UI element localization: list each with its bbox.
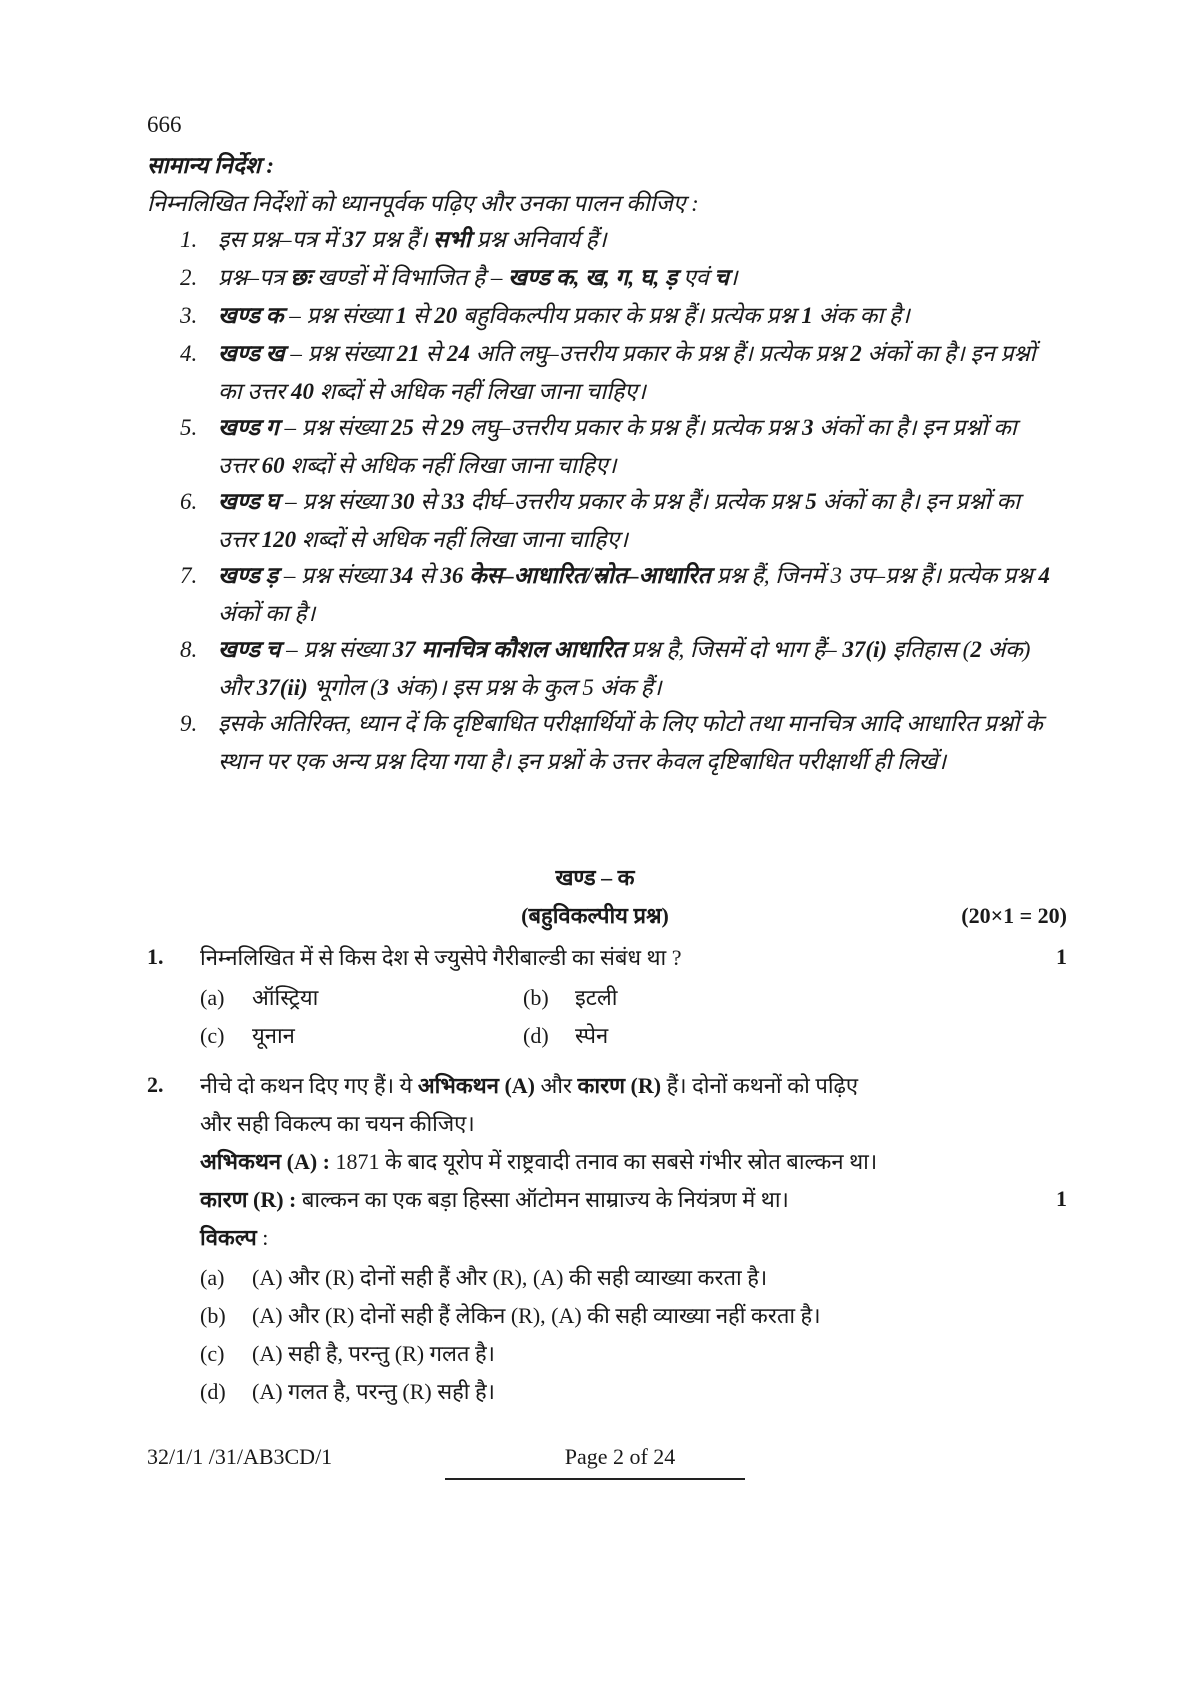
instruction-text: खण्ड च – प्रश्न संख्या 37 मानचित्र कौशल आधारित प्रश्न है, जिसमें दो भाग हैं– 37(i) इतिहास (2 अंक) और 37(ii) भूगोल (3 अंक)। इस प्रश्न के कुल 5 अंक हैं।: [218, 637, 1031, 700]
options-label: विकल्प: [200, 1225, 257, 1250]
instruction-text: इस प्रश्न–पत्र में 37 प्रश्न हैं। सभी प्रश्न अनिवार्य हैं।: [218, 227, 607, 252]
option-label: (a): [200, 1265, 225, 1290]
instruction-text: खण्ड ग – प्रश्न संख्या 25 से 29 लघु–उत्तरीय प्रकार के प्रश्न हैं। प्रत्येक प्रश्न 3 अंकों का है। इन प्रश्नों का उत्तर 60 शब्दों से अधिक नहीं लिखा जाना चाहिए।: [218, 415, 1017, 478]
question-marks: 1: [1056, 1186, 1067, 1211]
question-number: 2.: [147, 1072, 164, 1097]
section-title: खण्ड – क: [555, 865, 635, 890]
instruction-item: [180, 297, 1060, 335]
instruction-text: प्रश्न–पत्र छः खण्डों में विभाजित है – खण्ड क, ख, ग, घ, ड़ एवं च।: [218, 265, 738, 290]
option-label: (d): [200, 1379, 226, 1404]
option-d[interactable]: [523, 1020, 608, 1050]
option-b[interactable]: [200, 1300, 821, 1330]
instruction-text: खण्ड ड़ – प्रश्न संख्या 34 से 36 केस–आधारित/स्रोत–आधारित प्रश्न हैं, जिनमें 3 उप–प्रश्न हैं। प्रत्येक प्रश्न 4 अंकों का है।: [218, 563, 1050, 626]
question-marks: 1: [1056, 944, 1067, 969]
option-label: (d): [523, 1023, 549, 1048]
question-number: 1.: [147, 944, 164, 969]
instruction-number: 2.: [180, 265, 198, 290]
option-text: (A) सही है, परन्तु (R) गलत है।: [252, 1341, 495, 1366]
option-c[interactable]: [200, 1338, 495, 1368]
option-text: (A) और (R) दोनों सही हैं और (R), (A) की सही व्याख्या करता है।: [252, 1265, 768, 1290]
instruction-text: खण्ड घ – प्रश्न संख्या 30 से 33 दीर्घ–उत्तरीय प्रकार के प्रश्न हैं। प्रत्येक प्रश्न 5 अंकों का है। इन प्रश्नों का उत्तर 120 शब्दों से अधिक नहीं लिखा जाना चाहिए।: [218, 489, 1020, 552]
assertion: [200, 1146, 877, 1176]
general-instructions-title: सामान्य निर्देश :: [147, 153, 275, 178]
instruction-number: 6.: [180, 489, 198, 514]
assertion-label: अभिकथन (A) :: [200, 1149, 331, 1174]
instruction-number: 5.: [180, 415, 198, 440]
instruction-item: [180, 335, 1060, 411]
instruction-number: 3.: [180, 303, 198, 328]
page-indicator: Page 2 of 24: [564, 1444, 676, 1469]
option-text: इटली: [575, 985, 618, 1010]
instruction-item: [180, 483, 1060, 559]
instruction-item: [180, 259, 1060, 297]
instruction-number: 8.: [180, 637, 198, 662]
options-heading: [200, 1222, 268, 1252]
option-d[interactable]: [200, 1376, 495, 1406]
option-b[interactable]: [523, 982, 618, 1012]
instruction-item: [180, 221, 1060, 259]
section-marks: (20×1 = 20): [961, 903, 1067, 928]
reason-text: बाल्कन का एक बड़ा हिस्सा ऑटोमन साम्राज्य के नियंत्रण में था।: [296, 1187, 789, 1212]
option-label: (b): [523, 985, 549, 1010]
option-text: (A) और (R) दोनों सही हैं लेकिन (R), (A) की सही व्याख्या नहीं करता है।: [252, 1303, 821, 1328]
reason-label: कारण (R) :: [200, 1187, 297, 1212]
question-text-line2: और सही विकल्प का चयन कीजिए।: [200, 1111, 475, 1136]
instruction-number: 7.: [180, 563, 198, 588]
instruction-number: 4.: [180, 341, 198, 366]
option-text: (A) गलत है, परन्तु (R) सही है।: [252, 1379, 495, 1404]
instruction-item: [180, 409, 1060, 485]
option-a[interactable]: [200, 982, 318, 1012]
instruction-item: [180, 557, 1060, 633]
instruction-text: इसके अतिरिक्त, ध्यान दें कि दृष्टिबाधित परीक्षार्थियों के लिए फोटो तथा मानचित्र आदि आधारित प्रश्नों के स्थान पर एक अन्य प्रश्न दिया गया है। इन प्रश्नों के उत्तर केवल दृष्टिबाधित परीक्षार्थी ही लिखें।: [218, 711, 1043, 774]
question-text: निम्नलिखित में से किस देश से ज्युसेपे गैरीबाल्डी का संबंध था ?: [200, 945, 682, 970]
section-subtitle: (बहुविकल्पीय प्रश्न): [521, 903, 669, 928]
option-a[interactable]: [200, 1262, 767, 1292]
options-colon: :: [256, 1225, 269, 1250]
option-text: स्पेन: [575, 1023, 609, 1048]
option-label: (a): [200, 985, 225, 1010]
instruction-number: 1.: [180, 227, 198, 252]
option-label: (b): [200, 1303, 226, 1328]
option-text: ऑस्ट्रिया: [252, 985, 319, 1010]
instruction-number: 9.: [180, 711, 198, 736]
instruction-text: खण्ड ख – प्रश्न संख्या 21 से 24 अति लघु–उत्तरीय प्रकार के प्रश्न हैं। प्रत्येक प्रश्न 2 अंकों का है। इन प्रश्नों का उत्तर 40 शब्दों से अधिक नहीं लिखा जाना चाहिए।: [218, 341, 1036, 404]
assertion-text: 1871 के बाद यूरोप में राष्ट्रवादी तनाव का सबसे गंभीर स्रोत बाल्कन था।: [330, 1149, 878, 1174]
instruction-text: खण्ड क – प्रश्न संख्या 1 से 20 बहुविकल्पीय प्रकार के प्रश्न हैं। प्रत्येक प्रश्न 1 अंक का है।: [218, 303, 910, 328]
reason: [200, 1184, 789, 1214]
instruction-item: [180, 705, 1060, 781]
question-text-line1: नीचे दो कथन दिए गए हैं। ये अभिकथन (A) और कारण (R) हैं। दोनों कथनों को पढ़िए: [200, 1073, 859, 1098]
general-instructions-subtitle: निम्नलिखित निर्देशों को ध्यानपूर्वक पढ़िए और उनका पालन कीजिए :: [147, 191, 699, 216]
option-text: यूनान: [252, 1023, 295, 1048]
paper-code: 32/1/1 /31/AB3CD/1: [147, 1444, 333, 1469]
option-c[interactable]: [200, 1020, 295, 1050]
footer-divider: [445, 1478, 745, 1480]
page-number: 666: [147, 112, 182, 137]
instruction-item: [180, 631, 1060, 707]
option-label: (c): [200, 1023, 225, 1048]
option-label: (c): [200, 1341, 225, 1366]
